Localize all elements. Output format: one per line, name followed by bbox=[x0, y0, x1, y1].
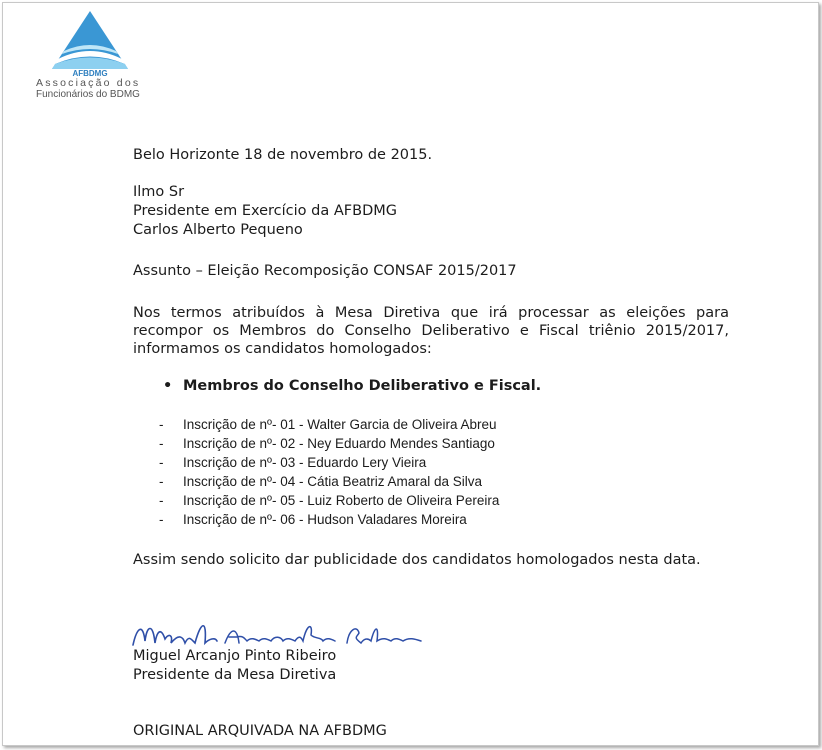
signatory-name: Miguel Arcanjo Pinto Ribeiro bbox=[133, 648, 337, 664]
section-heading-text: Membros do Conselho Deliberativo e Fiscal. bbox=[183, 378, 542, 394]
list-item: - Inscrição de nº- 03 - Eduardo Lery Vieira bbox=[159, 455, 427, 470]
document-page bbox=[2, 2, 819, 746]
subject-line: Assunto – Eleição Recomposição CONSAF 2015/2017 bbox=[133, 263, 517, 279]
date-line: Belo Horizonte 18 de novembro de 2015. bbox=[133, 147, 433, 163]
list-item: - Inscrição de nº- 01 - Walter Garcia de Oliveira Abreu bbox=[159, 417, 497, 432]
list-item: - Inscrição de nº- 06 - Hudson Valadares Moreira bbox=[159, 512, 467, 527]
list-item: - Inscrição de nº- 02 - Ney Eduardo Mendes Santiago bbox=[159, 436, 495, 451]
closing-sentence: Assim sendo solicito dar publicidade dos candidatos homologados nesta data. bbox=[133, 552, 701, 568]
archive-footer: ORIGINAL ARQUIVADA NA AFBDMG bbox=[133, 723, 387, 739]
candidate-list bbox=[159, 415, 499, 529]
org-name-line1: Associação dos bbox=[36, 77, 141, 89]
list-item: - Inscrição de nº- 05 - Luiz Roberto de Oliveira Pereira bbox=[159, 493, 500, 508]
afbdmg-logo bbox=[33, 9, 163, 103]
bullet-icon: • bbox=[163, 378, 173, 394]
section-heading bbox=[163, 378, 541, 394]
body-paragraph: Nos termos atribuídos à Mesa Diretiva que irá processar as eleições para recompor os Membros do Conselho Deliberativo e Fiscal triênio 2015/2017, informamos os candidatos homologados: bbox=[133, 305, 729, 357]
recipient-title: Presidente em Exercício da AFBDMG bbox=[133, 203, 397, 219]
recipient-name: Carlos Alberto Pequeno bbox=[133, 222, 303, 238]
org-name-line2: Funcionários do BDMG bbox=[36, 89, 140, 100]
triangle-logo-icon bbox=[50, 9, 130, 77]
logo-abbrev: AFBDMG bbox=[72, 69, 108, 77]
recipient-salutation: Ilmo Sr bbox=[133, 184, 185, 200]
list-item: - Inscrição de nº- 04 - Cátia Beatriz Amaral da Silva bbox=[159, 474, 483, 489]
signatory-title: Presidente da Mesa Diretiva bbox=[133, 667, 337, 683]
